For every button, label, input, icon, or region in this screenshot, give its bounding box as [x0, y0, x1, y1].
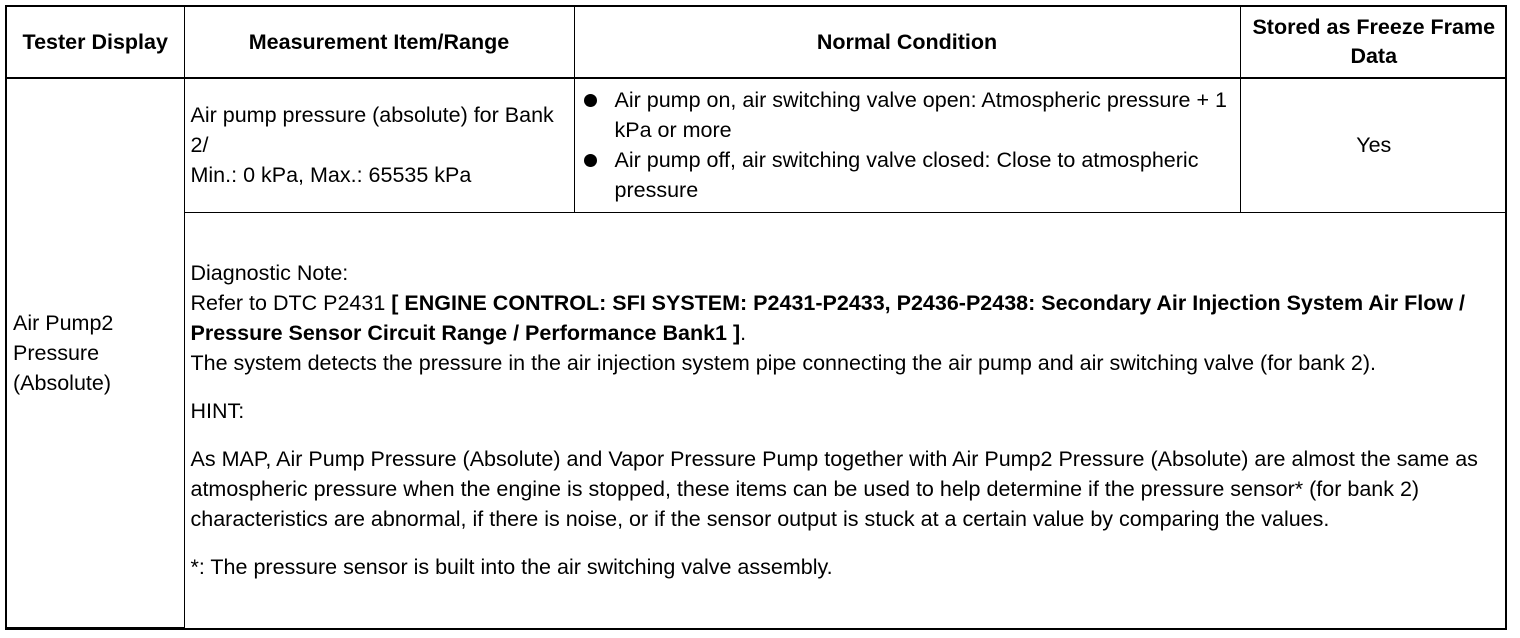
- dtc-reference-link[interactable]: [ ENGINE CONTROL: SFI SYSTEM: P2431-P2433, P2436-P2438: Secondary Air Injection System Air Flow / Pressure Sensor Circuit Range / Performance Bank1 ]: [190, 291, 1465, 345]
- freeze-frame-cell: [1240, 78, 1507, 212]
- hint-label: HINT:: [190, 399, 245, 423]
- bullet-icon: [584, 94, 597, 107]
- bullet-icon: [584, 154, 597, 167]
- header-normal-condition: Normal Condition: [574, 7, 1240, 78]
- condition-text: Air pump on, air switching valve open: Atmospheric pressure + 1 kPa or more: [614, 88, 1227, 143]
- condition-text: Air pump off, air switching valve closed: Close to atmospheric pressure: [614, 148, 1199, 203]
- table-row: [7, 78, 1507, 212]
- dtc-reference-prefix: Refer to DTC P2431: [190, 291, 386, 315]
- measurement-cell: [184, 78, 574, 212]
- dtc-reference: [191, 288, 1502, 348]
- detection-description: The system detects the pressure in the air injection system pipe connecting the air pump and air switching valve (for bank 2).: [190, 351, 1376, 375]
- freeze-frame-value: Yes: [1356, 133, 1392, 158]
- table-header-row: [7, 7, 1507, 78]
- hint-text: As MAP, Air Pump Pressure (Absolute) and Vapor Pressure Pump together with Air Pump2 Pressure (Absolute) are almost the same as atmospheric pressure when the engine is stopped, these items can be used to help determine if the pressure sensor* (for bank 2) characteristics are abnormal, if there is noise, or if the sensor output is stuck at a certain value by comparing the values.: [190, 447, 1478, 531]
- measurement-item: Air pump pressure (absolute) for Bank 2/: [190, 103, 554, 158]
- data-list-table: [7, 7, 1507, 628]
- tester-display-value: Air Pump2 Pressure (Absolute): [13, 311, 114, 395]
- tester-display-cell: [7, 78, 184, 628]
- list-item: [581, 85, 1234, 145]
- footnote: *: The pressure sensor is built into the air switching valve assembly.: [190, 555, 833, 579]
- data-list-table-frame: [5, 5, 1507, 630]
- measurement-range: Min.: 0 kPa, Max.: 65535 kPa: [190, 163, 472, 188]
- diagnostic-note-label: Diagnostic Note:: [190, 261, 349, 285]
- header-tester-display: Tester Display: [7, 7, 184, 78]
- note-row: [7, 212, 1507, 628]
- normal-condition-list: [581, 85, 1234, 205]
- normal-condition-cell: [574, 78, 1240, 212]
- list-item: [581, 145, 1234, 205]
- diagnostic-note-cell: [184, 212, 1507, 628]
- header-freeze-frame: Stored as Freeze Frame Data: [1240, 7, 1507, 78]
- dtc-reference-suffix: .: [740, 321, 747, 345]
- header-measurement-item: Measurement Item/Range: [184, 7, 574, 78]
